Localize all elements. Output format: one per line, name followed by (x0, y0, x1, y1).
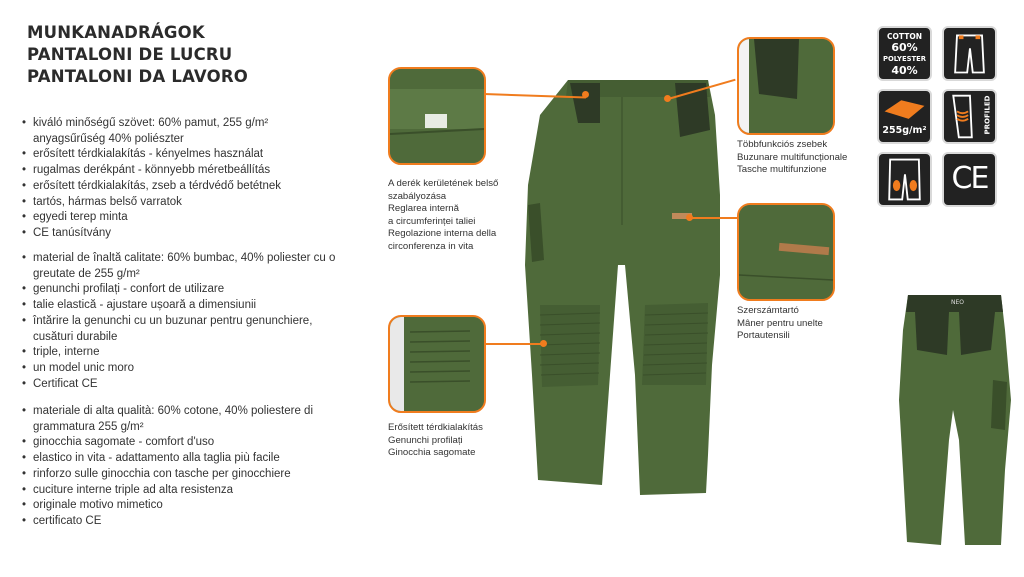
features-romanian (22, 251, 342, 392)
feature-item: • erősített térdkialakítás, zseb a térdvédő betétnek (22, 179, 342, 195)
feature-item: • tartós, hármas belső varratok (22, 195, 342, 211)
connector-dot (540, 340, 547, 347)
connector-line (484, 343, 542, 345)
fabric-weight-badge: 255g/m² (877, 89, 932, 144)
feature-item: • un model unic moro (22, 361, 342, 377)
connector-dot (664, 95, 671, 102)
feature-item: • materiale di alta qualità: 60% cotone, 40% poliestere di grammatura 255 g/m² (22, 404, 342, 435)
connector-line (690, 217, 738, 219)
trousers-back-image (893, 290, 1018, 550)
caption-tool-holder: Szerszámtartó Mâner pentru unelte Portautensili (737, 305, 823, 341)
feature-item: • genunchi profilați - confort de utilizare (22, 282, 342, 298)
title-line-hu: MUNKANADRÁGOK (27, 23, 205, 42)
feature-item: • rinforzo sulle ginocchia con tasche per ginocchiere (22, 467, 342, 483)
callout-tool-holder-image (737, 203, 835, 301)
material-composition-badge: COTTON 60% POLYESTER 40% (877, 26, 932, 81)
profiled-knee-badge: PROFILED (942, 89, 997, 144)
feature-item: • erősített térdkialakítás - kényelmes használat (22, 147, 342, 163)
knee-pads-icon (877, 152, 932, 207)
trousers-front-image (510, 75, 730, 500)
features-italian (22, 404, 342, 530)
feature-item: • cuciture interne triple ad alta resistenza (22, 483, 342, 499)
feature-item: • kiváló minőségű szövet: 60% pamut, 255 g/m² anyagsűrűség 40% poliészter (22, 116, 342, 147)
caption-pockets: Többfunkciós zsebek Buzunare multifuncționale Tasche multifunzione (737, 139, 848, 175)
feature-item: • talie elastică - ajustare ușoară a dimensiunii (22, 298, 342, 314)
features-hungarian (22, 116, 342, 242)
title-line-it: PANTALONI DA LAVORO (27, 67, 248, 86)
feature-item: • Certificat CE (22, 377, 342, 393)
callout-waistband-image (388, 67, 486, 165)
feature-item: • material de înaltă calitate: 60% bumbac, 40% poliester cu o greutate de 255 g/m² (22, 251, 342, 282)
connector-dot (582, 91, 589, 98)
caption-knee: Erősített térdkialakítás Genunchi profilați Ginocchia sagomate (388, 422, 483, 458)
connector-dot (686, 214, 693, 221)
callout-pockets-image (737, 37, 835, 135)
feature-item: • ginocchia sagomate - comfort d'uso (22, 435, 342, 451)
feature-item: • CE tanúsítvány (22, 226, 342, 242)
ce-certification-badge: CE (942, 152, 997, 207)
page-title (27, 22, 248, 88)
feature-item: • egyedi terep minta (22, 210, 342, 226)
brand-logo: NEO (951, 299, 965, 306)
waist-elastic-icon (942, 26, 997, 81)
feature-item: • certificato CE (22, 514, 342, 530)
feature-item: • întărire la genunchi cu un buzunar pentru genunchiere, cusături durabile (22, 314, 342, 345)
callout-knee-image (388, 315, 486, 413)
feature-item: • elastico in vita - adattamento alla taglia più facile (22, 451, 342, 467)
feature-item: • rugalmas derékpánt - könnyebb méretbeállítás (22, 163, 342, 179)
feature-item: • triple, interne (22, 345, 342, 361)
caption-waistband: A derék kerületének belső szabályozása Reglarea internă a circumferinței taliei Regolazione interna della circonferenza in vita (388, 178, 499, 252)
feature-item: • originale motivo mimetico (22, 498, 342, 514)
title-line-ro: PANTALONI DE LUCRU (27, 45, 233, 64)
